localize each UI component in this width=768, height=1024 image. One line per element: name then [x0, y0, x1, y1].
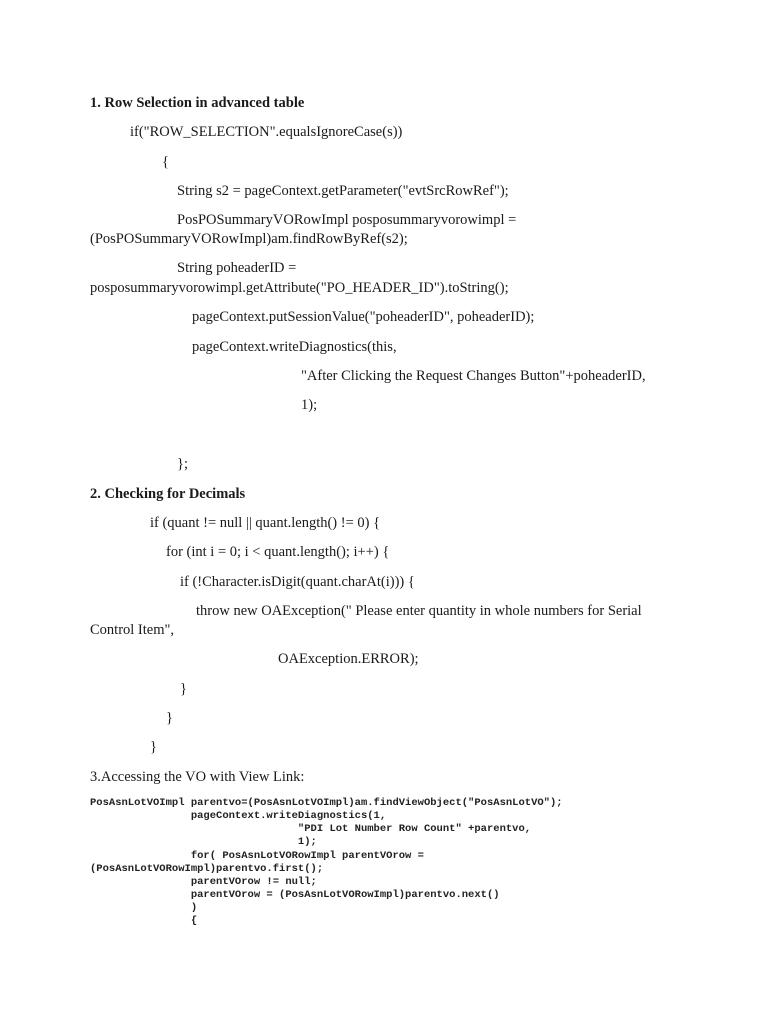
code-line: ) — [90, 902, 198, 914]
code-line: if("ROW_SELECTION".equalsIgnoreCase(s)) — [130, 124, 403, 140]
code-line: } — [150, 739, 157, 755]
section-3-heading: 3.Accessing the VO with View Link: — [90, 769, 305, 785]
code-line: parentVOrow != null; — [90, 876, 317, 888]
code-line: pageContext.writeDiagnostics(1, — [90, 810, 387, 822]
code-line: if (!Character.isDigit(quant.charAt(i))) { — [180, 574, 415, 590]
section-1-heading: 1. Row Selection in advanced table — [90, 95, 305, 111]
code-line: parentVOrow = (PosAsnLotVORowImpl)parentvo.next() — [90, 889, 500, 901]
code-line: for (int i = 0; i < quant.length(); i++) { — [166, 544, 390, 560]
code-line: "PDI Lot Number Row Count" +parentvo, — [90, 823, 532, 835]
code-line: PosAsnLotVOImpl parentvo=(PosAsnLotVOImpl)am.findViewObject("PosAsnLotVO"); — [90, 797, 563, 809]
section-2-heading: 2. Checking for Decimals — [90, 486, 246, 502]
code-line: }; — [177, 456, 188, 472]
code-line: pageContext.putSessionValue("poheaderID", poheaderID); — [192, 309, 535, 325]
code-line: { — [162, 154, 169, 170]
code-line: throw new OAException(" Please enter quantity in whole numbers for Serial — [196, 603, 642, 619]
code-line: } — [166, 710, 173, 726]
code-line: String s2 = pageContext.getParameter("evtSrcRowRef"); — [177, 183, 509, 199]
code-line: pageContext.writeDiagnostics(this, — [192, 339, 397, 355]
code-line: String poheaderID = — [177, 260, 297, 276]
code-line: } — [180, 681, 187, 697]
code-line: Control Item", — [90, 622, 175, 638]
code-line: posposummaryvorowimpl.getAttribute("PO_HEADER_ID").toString(); — [90, 280, 509, 296]
code-line: PosPOSummaryVORowImpl posposummaryvorowimpl = — [177, 212, 517, 228]
code-line: if (quant != null || quant.length() != 0) { — [150, 515, 381, 531]
code-line: 1); — [90, 836, 317, 848]
code-line: "After Clicking the Request Changes Button"+poheaderID, — [301, 368, 646, 384]
code-line: for( PosAsnLotVORowImpl parentVOrow = — [90, 850, 424, 862]
code-line: (PosPOSummaryVORowImpl)am.findRowByRef(s2); — [90, 231, 408, 247]
code-line: 1); — [301, 397, 318, 413]
code-line: { — [90, 915, 198, 927]
code-line: (PosAsnLotVORowImpl)parentvo.first(); — [90, 863, 324, 875]
code-line: OAException.ERROR); — [278, 651, 419, 667]
